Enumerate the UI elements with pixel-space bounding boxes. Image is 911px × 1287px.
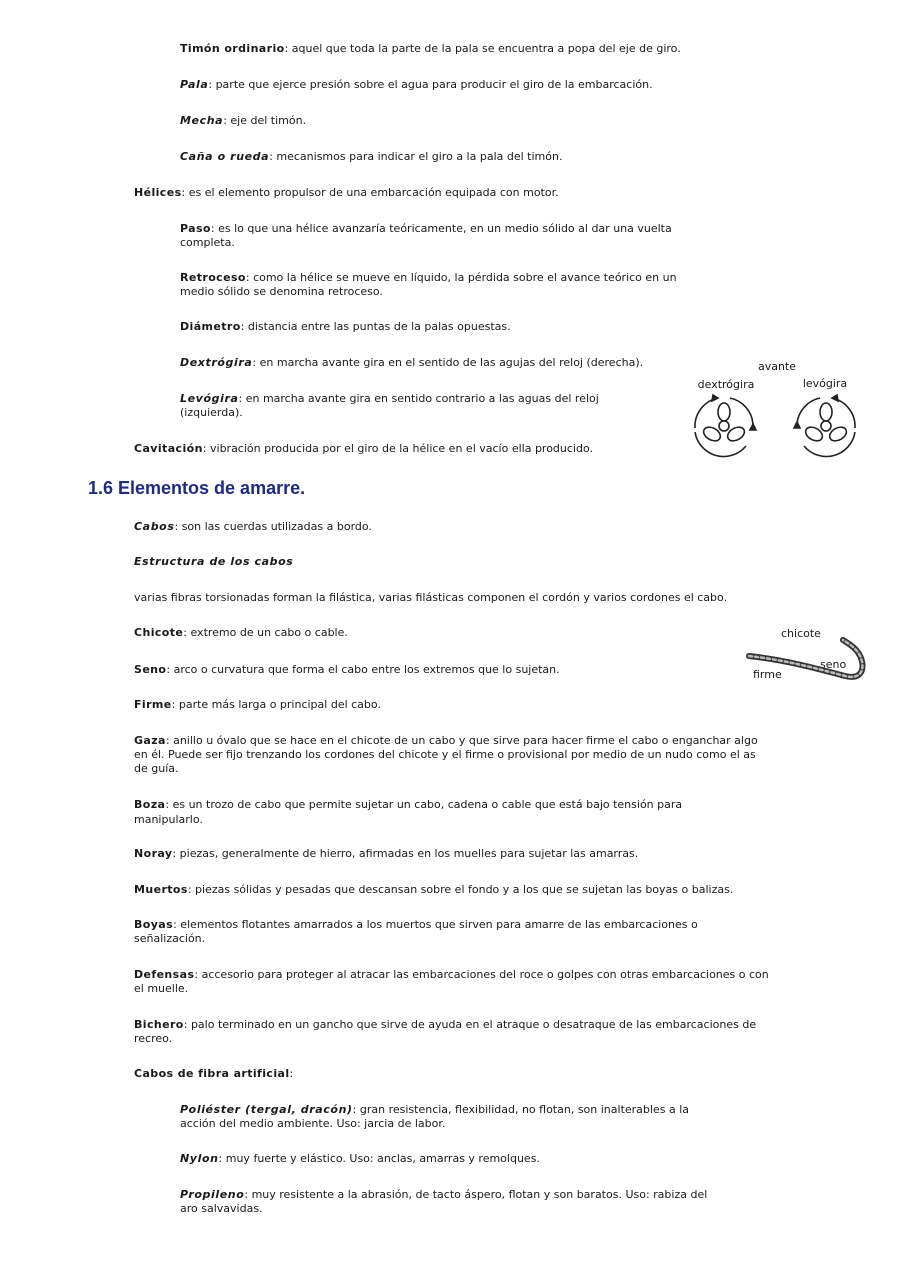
term: Defensas [134, 968, 195, 981]
term: Nylon [180, 1152, 219, 1165]
term: Firme [134, 698, 172, 711]
helice-figure [688, 356, 866, 460]
term: Boza [134, 798, 166, 811]
definition: como la hélice se mueve en líquido, la pérdida sobre el avance teórico en un medio sólido se denomina retroceso. [180, 271, 677, 298]
term: Chicote [134, 626, 184, 639]
definition: extremo de un cabo o cable. [190, 626, 348, 639]
entry-mecha: Mecha: eje del timón. [180, 114, 307, 127]
term: Timón ordinario [180, 42, 285, 55]
definition: en marcha avante gira en sentido contrario a las aguas del reloj (izquierda). [180, 392, 599, 419]
entry-boyas: Boyas: elementos flotantes amarrados a los muertos que sirven para amarre de las embarcaciones o señalización. [134, 918, 698, 945]
term: Hélices [134, 186, 182, 199]
term: Paso [180, 222, 211, 235]
avante-label: avante [757, 360, 797, 373]
seno-label: seno [820, 658, 847, 671]
entry-firme: Firme: parte más larga o principal del cabo. [134, 698, 381, 711]
definition: arco o curvatura que forma el cabo entre los extremos que lo sujetan. [173, 663, 560, 676]
cabo-figure [745, 624, 869, 686]
term: Pala [180, 78, 209, 91]
entry-retroceso: Retroceso: como la hélice se mueve en líquido, la pérdida sobre el avance teórico en un medio sólido se denomina retroceso. [180, 271, 677, 298]
entry-noray: Noray: piezas, generalmente de hierro, afirmadas en los muelles para sujetar las amarras. [134, 847, 639, 860]
term: Boyas [134, 918, 174, 931]
definition: parte que ejerce presión sobre el agua para producir el giro de la embarcación. [215, 78, 653, 91]
entry-poliester: Poliéster (tergal, dracón): gran resistencia, flexibilidad, no flotan, son inalterables a la acción del medio ambiente. Uso: jarcia de labor. [180, 1103, 689, 1130]
entry-cavitacion: Cavitación: vibración producida por el giro de la hélice en el vacío ella producido. [134, 442, 594, 455]
entry-boza: Boza: es un trozo de cabo que permite sujetar un cabo, cadena o cable que está bajo tensión para manipularlo. [134, 798, 683, 826]
term: Seno [134, 663, 167, 676]
definition: muy resistente a la abrasión, de tacto áspero, flotan y son baratos. Uso: rabiza del aro salvavidas. [180, 1188, 708, 1215]
estructura-text: varias fibras torsionadas forman la filástica, varias filásticas componen el cordón y varios cordones el cabo. [134, 591, 728, 604]
entry-muertos: Muertos: piezas sólidas y pesadas que descansan sobre el fondo y a los que se sujetan las boyas o balizas. [134, 883, 734, 896]
entry-defensas: Defensas: accesorio para proteger al atracar las embarcaciones del roce o golpes con otras embarcaciones o con el muelle. [134, 968, 769, 995]
definition: es el elemento propulsor de una embarcación equipada con motor. [188, 186, 559, 199]
definition: son las cuerdas utilizadas a bordo. [181, 520, 372, 533]
definition: es un trozo de cabo que permite sujetar un cabo, cadena o cable que está bajo tensión para manipularlo. [134, 798, 683, 826]
term: Propileno [180, 1188, 245, 1201]
definition: parte más larga o principal del cabo. [178, 698, 381, 711]
entry-timon-ordinario: Timón ordinario: aquel que toda la parte de la pala se encuentra a popa del eje de giro. [180, 42, 681, 55]
term: Cabos [134, 520, 175, 533]
term: Gaza [134, 734, 166, 747]
entry-chicote: Chicote: extremo de un cabo o cable. [134, 626, 348, 639]
definition: eje del timón. [230, 114, 307, 127]
definition: aquel que toda la parte de la pala se encuentra a popa del eje de giro. [291, 42, 681, 55]
definition: palo terminado en un gancho que sirve de ayuda en el atraque o desatraque de las embarcaciones de recreo. [134, 1018, 757, 1045]
chicote-label: chicote [781, 627, 821, 640]
definition: en marcha avante gira en el sentido de las agujas del reloj (derecha). [259, 356, 644, 369]
fibra-title: Cabos de fibra artificial: [134, 1067, 294, 1080]
term: Diámetro [180, 320, 241, 333]
entry-helices: Hélices: es el elemento propulsor de una embarcación equipada con motor. [134, 186, 559, 199]
term: Bichero [134, 1018, 184, 1031]
definition: elementos flotantes amarrados a los muertos que sirven para amarre de las embarcaciones o señalización. [134, 918, 698, 945]
definition: anillo u óvalo que se hace en el chicote de un cabo y que sirve para hacer firme el cabo o enganchar algo en él. Puede ser fijo trenzando los cordones del chicote y el firme o provisional por medio de un nudo como el as de guía. [134, 734, 758, 775]
definition: es lo que una hélice avanzaría teóricamente, en un medio sólido al dar una vuelta completa. [180, 222, 672, 249]
estructura-title: Estructura de los cabos [134, 555, 294, 568]
term: Mecha [180, 114, 224, 127]
term: Dextrógira [180, 356, 253, 369]
definition: piezas sólidas y pesadas que descansan sobre el fondo y a los que se sujetan las boyas o balizas. [195, 883, 734, 896]
definition: gran resistencia, flexibilidad, no flotan, son inalterables a la acción del medio ambiente. Uso: jarcia de labor. [180, 1103, 689, 1130]
entry-propileno: Propileno: muy resistente a la abrasión, de tacto áspero, flotan y son baratos. Uso: rabiza del aro salvavidas. [180, 1188, 708, 1215]
term: Caña o rueda [180, 150, 270, 163]
term: Noray [134, 847, 173, 860]
dextrogira-propeller-icon [695, 395, 756, 457]
entry-paso: Paso: es lo que una hélice avanzaría teóricamente, en un medio sólido al dar una vuelta completa. [180, 222, 672, 249]
term: Levógira [180, 392, 239, 405]
firme-label: firme [753, 668, 782, 681]
entry-diametro: Diámetro: distancia entre las puntas de la palas opuestas. [180, 320, 511, 333]
term: Muertos [134, 883, 188, 896]
term: Poliéster (tergal, dracón) [180, 1103, 353, 1116]
definition: muy fuerte y elástico. Uso: anclas, amarras y remolques. [225, 1152, 540, 1165]
entry-gaza: Gaza: anillo u óvalo que se hace en el chicote de un cabo y que sirve para hacer firme el cabo o enganchar algo en él. Puede ser fijo trenzando los cordones del chicote y el firme o provisional por medio de un nudo como el as de guía. [134, 734, 758, 775]
term: Retroceso [180, 271, 246, 284]
definition: distancia entre las puntas de la palas opuestas. [247, 320, 511, 333]
definition: mecanismos para indicar el giro a la pala del timón. [276, 150, 563, 163]
entry-pala: Pala: parte que ejerce presión sobre el agua para producir el giro de la embarcación. [180, 78, 653, 91]
entry-cabos: Cabos: son las cuerdas utilizadas a bordo. [134, 520, 372, 533]
levogira-label: levógira [802, 377, 848, 390]
entry-bichero: Bichero: palo terminado en un gancho que sirve de ayuda en el atraque o desatraque de las embarcaciones de recreo. [134, 1018, 757, 1045]
entry-seno: Seno: arco o curvatura que forma el cabo entre los extremos que lo sujetan. [134, 663, 560, 676]
entry-dextrogira: Dextrógira: en marcha avante gira en el sentido de las agujas del reloj (derecha). [180, 356, 644, 369]
entry-levogira: Levógira: en marcha avante gira en sentido contrario a las aguas del reloj (izquierda). [180, 392, 599, 419]
definition: accesorio para proteger al atracar las embarcaciones del roce o golpes con otras embarcaciones o con el muelle. [134, 968, 769, 995]
entry-nylon: Nylon: muy fuerte y elástico. Uso: anclas, amarras y remolques. [180, 1152, 540, 1165]
levogira-propeller-icon [794, 395, 855, 457]
section-heading: 1.6 Elementos de amarre. [88, 478, 306, 498]
definition: vibración producida por el giro de la hélice en el vacío ella producido. [210, 442, 594, 455]
definition: piezas, generalmente de hierro, afirmadas en los muelles para sujetar las amarras. [179, 847, 639, 860]
term: Cavitación [134, 442, 203, 455]
dextrogira-label: dextrógira [697, 378, 755, 391]
entry-cana-o-rueda: Caña o rueda: mecanismos para indicar el giro a la pala del timón. [180, 150, 563, 163]
